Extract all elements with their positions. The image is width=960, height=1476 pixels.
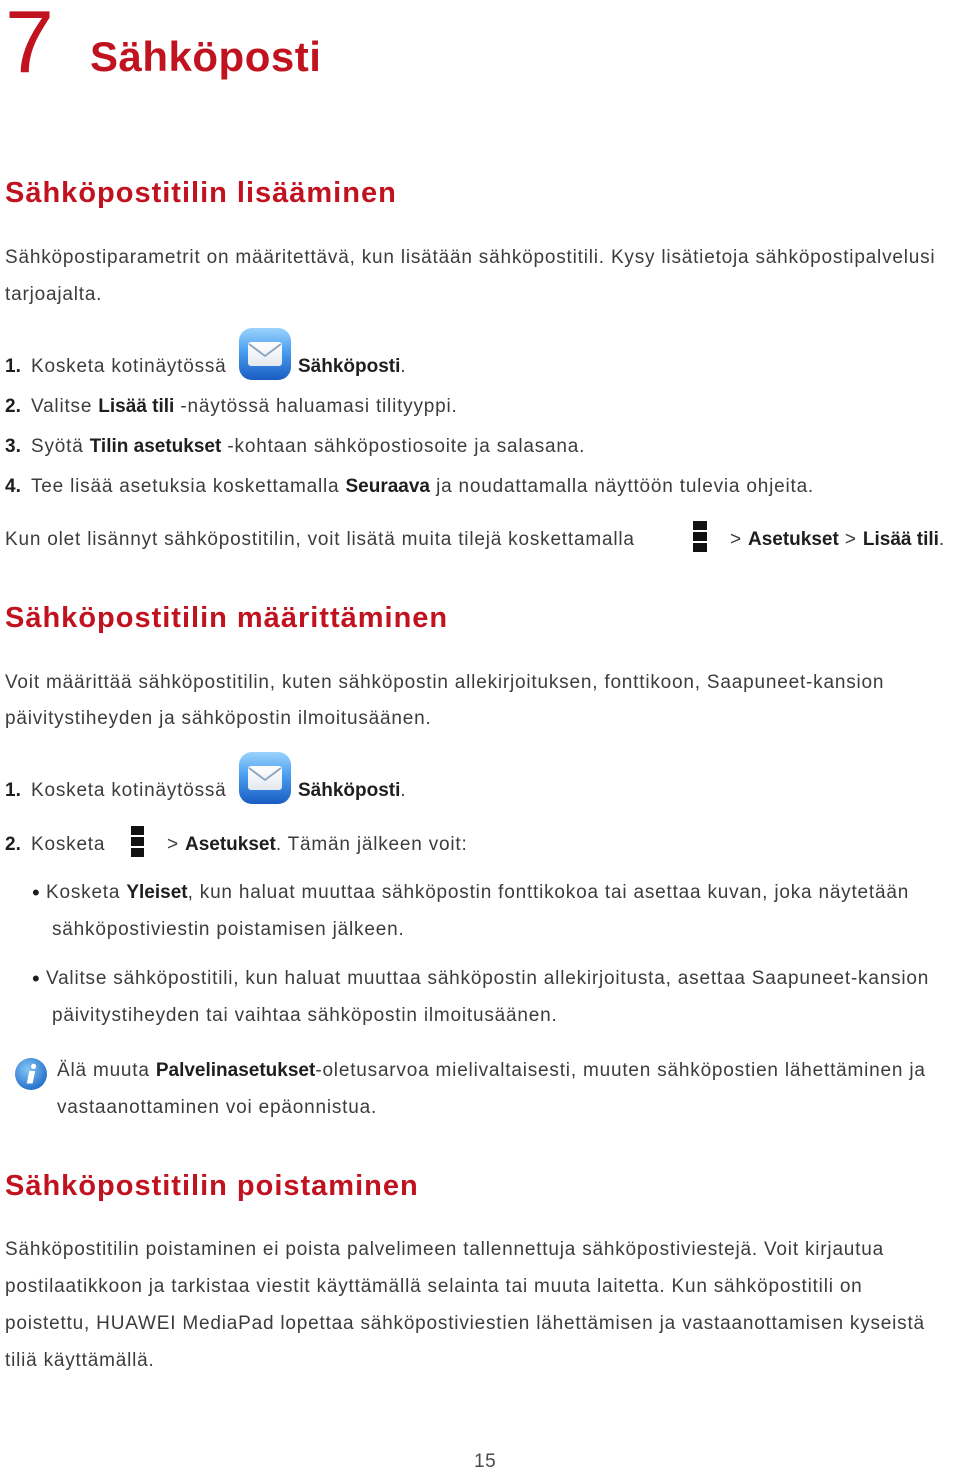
step-2	[0, 395, 960, 419]
bullet-text-post: , kun haluat muuttaa sähköpostin fonttikokoa tai asettaa kuvan, joka näytetään	[187, 882, 910, 903]
chapter-number: 7	[5, 0, 54, 91]
section-heading-add-account: Sähköpostitilin lisääminen	[5, 177, 397, 209]
ui-term: Palvelinasetukset	[155, 1060, 316, 1081]
menu-icon	[693, 521, 707, 552]
menu-icon	[131, 826, 144, 857]
path-separator: >	[167, 834, 185, 855]
paragraph-text: Kun olet lisännyt sähköpostitilin, voit lisätä muita tilejä koskettamalla	[5, 529, 635, 550]
step-number: 4.	[5, 476, 21, 497]
note-text-continued: vastaanottaminen voi epäonnistua.	[57, 1097, 378, 1118]
step-2	[0, 833, 960, 857]
section-heading-delete-account: Sähköpostitilin poistaminen	[5, 1170, 419, 1202]
page-number: 15	[474, 1451, 497, 1472]
paragraph-line: Voit määrittää sähköpostitilin, kuten sähköpostin allekirjoituksen, fonttikoon, Saapuneet-kansion	[5, 672, 885, 693]
step-text	[31, 475, 814, 499]
add-more-accounts-line	[0, 528, 960, 552]
bullet-text	[46, 881, 909, 905]
step-text-post: -kohtaan sähköpostiosoite ja salasana.	[221, 436, 586, 457]
bullet-item-2	[0, 967, 960, 991]
paragraph-line: Sähköpostiparametrit on määritettävä, kun lisätään sähköpostitili. Kysy lisätietoja sähköpostipalvelusi	[5, 247, 936, 268]
paragraph-line: postilaatikkoon ja tarkistaa viestit käyttämällä selainta tai muuta laitetta. Kun sähköpostitili on	[5, 1276, 863, 1297]
ui-term: Asetukset	[747, 529, 839, 550]
step-text	[31, 395, 458, 419]
step-number: 2.	[5, 834, 21, 855]
step-text: Kosketa kotinäytössä	[31, 356, 227, 377]
step-1	[0, 355, 960, 379]
step-target	[298, 355, 407, 379]
step-number: 1.	[5, 780, 21, 801]
step-text-post: -näytössä haluamasi tilityyppi.	[174, 396, 458, 417]
menu-path	[167, 833, 468, 857]
step-text-post: .	[400, 356, 407, 377]
step-1	[0, 779, 960, 803]
ui-term: Lisää tili	[98, 396, 175, 417]
ui-term: Sähköposti	[298, 356, 401, 377]
step-text: Kosketa kotinäytössä	[31, 780, 227, 801]
bullet-text: Valitse sähköpostitili, kun haluat muuttaa sähköpostin allekirjoitusta, asettaa Saapuneet-kansion	[46, 968, 930, 989]
path-separator: >	[730, 529, 748, 550]
step-number: 1.	[5, 356, 21, 377]
ui-term: Tilin asetukset	[89, 436, 222, 457]
paragraph-line: Sähköpostitilin poistaminen ei poista palvelimeen tallennettuja sähköpostiviestejä. Voit kirjautua	[5, 1239, 884, 1260]
ui-term: Seuraava	[345, 476, 430, 497]
step-text-post: .	[400, 780, 407, 801]
note-text	[57, 1059, 926, 1083]
step-text-pre: Valitse	[31, 396, 99, 417]
menu-path	[730, 528, 945, 552]
step-text-pre: Syötä	[31, 436, 90, 457]
paragraph-line: tiliä käyttämällä.	[5, 1350, 155, 1371]
bullet-text-continued: päivitystiheyden tai vaihtaa sähköpostin ilmoitusäänen.	[52, 1005, 558, 1026]
mail-app-icon	[238, 327, 292, 381]
bullet-item-1	[0, 881, 960, 905]
note-text-pre: Älä muuta	[57, 1060, 156, 1081]
bullet-text-continued: sähköpostiviestin poistamisen jälkeen.	[52, 919, 405, 940]
step-text-post: ja noudattamalla näyttöön tulevia ohjeita.	[429, 476, 815, 497]
step-number: 3.	[5, 436, 21, 457]
step-4	[0, 475, 960, 499]
paragraph-line: tarjoajalta.	[5, 284, 103, 305]
paragraph-line: päivitystiheyden ja sähköpostin ilmoitusäänen.	[5, 708, 432, 729]
ui-term: Yleiset	[126, 882, 188, 903]
mail-app-icon	[238, 751, 292, 805]
bullet-text-pre: Kosketa	[46, 882, 127, 903]
chapter-title: Sähköposti	[90, 33, 322, 80]
bullet-marker: •	[32, 880, 40, 905]
step-number: 2.	[5, 396, 21, 417]
ui-term: Sähköposti	[298, 780, 401, 801]
path-end: .	[938, 529, 945, 550]
bullet-marker: •	[32, 966, 40, 991]
step-target	[298, 779, 407, 803]
path-separator: >	[838, 529, 863, 550]
note-text-post: -oletusarvoa mielivaltaisesti, muuten sähköpostien lähettäminen ja	[315, 1060, 926, 1081]
step-text	[31, 435, 585, 459]
step-text: Kosketa	[31, 834, 106, 855]
section-heading-configure-account: Sähköpostitilin määrittäminen	[5, 602, 449, 634]
ui-term: Asetukset	[184, 834, 276, 855]
step-3	[0, 435, 960, 459]
note	[0, 1059, 960, 1083]
paragraph-line: poistettu, HUAWEI MediaPad lopettaa sähköpostiviestien lähettämisen ja vastaanottamisen kyseistä	[5, 1313, 925, 1334]
ui-term: Lisää tili	[862, 529, 939, 550]
step-text-post: . Tämän jälkeen voit:	[275, 834, 468, 855]
step-text-pre: Tee lisää asetuksia koskettamalla	[31, 476, 346, 497]
